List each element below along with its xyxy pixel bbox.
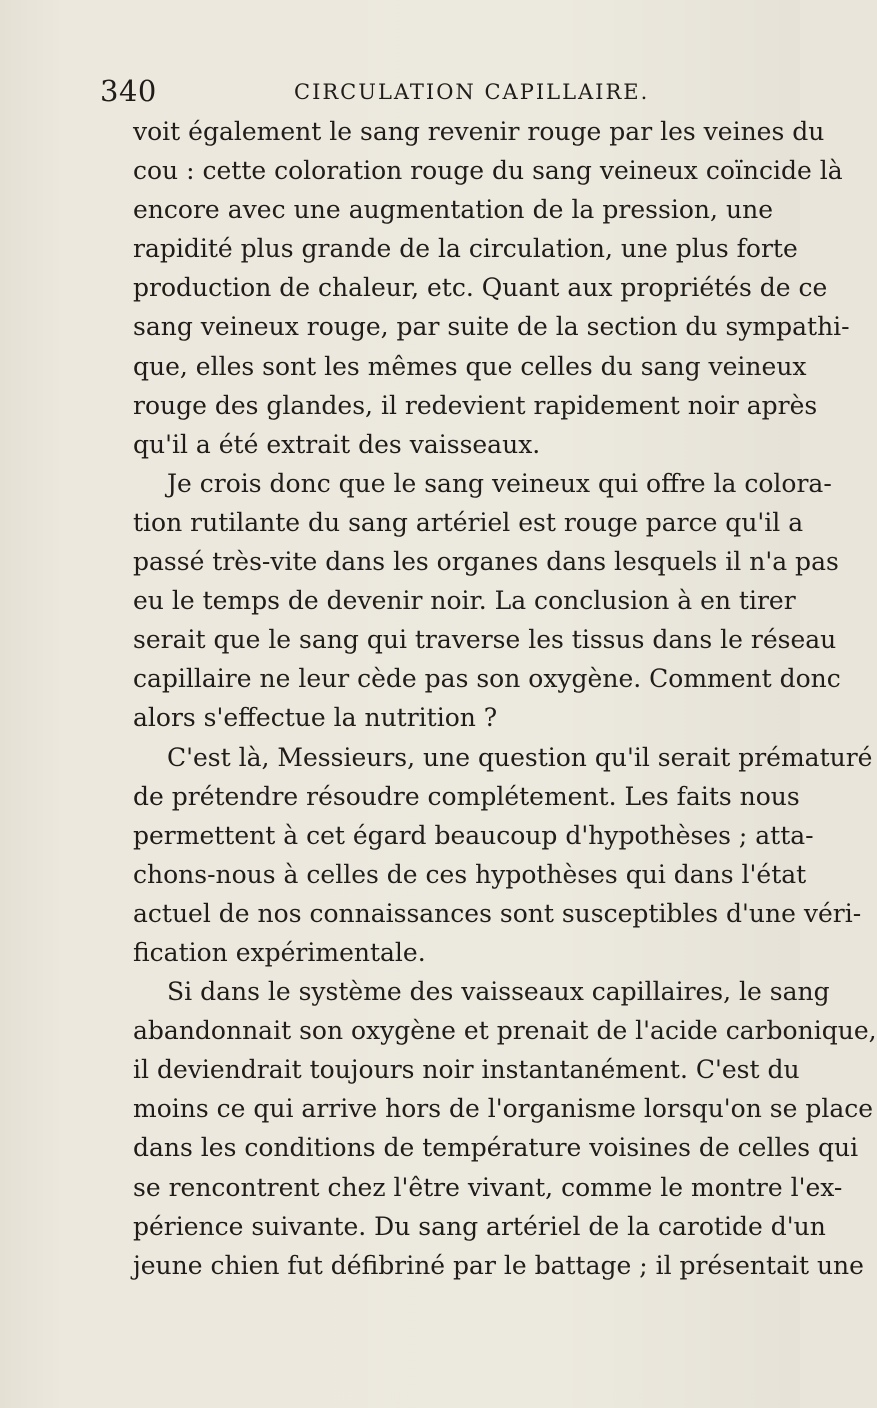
text-line: se rencontrent chez l'être vivant, comme le montre l'ex- — [133, 1172, 843, 1202]
running-title: CIRCULATION CAPILLAIRE. — [294, 80, 650, 104]
text-line: permettent à cet égard beaucoup d'hypothèses ; atta- — [133, 820, 814, 850]
text-line: rouge des glandes, il redevient rapidement noir après — [133, 390, 818, 420]
text-line: Je crois donc que le sang veineux qui offre la colora- — [167, 468, 832, 498]
text-line: Si dans le système des vaisseaux capillaires, le sang — [167, 977, 830, 1007]
text-line: qu'il a été extrait des vaisseaux. — [133, 429, 541, 459]
text-line: capillaire ne leur cède pas son oxygène. Comment donc — [133, 664, 841, 694]
text-line: eu le temps de devenir noir. La conclusion à en tirer — [133, 586, 796, 616]
text-line: il deviendrait toujours noir instantanément. C'est du — [133, 1055, 800, 1085]
text-line: abandonnait son oxygène et prenait de l'acide carbonique, — [133, 1016, 877, 1046]
text-line: alors s'effectue la nutrition ? — [133, 703, 498, 733]
text-line: C'est là, Messieurs, une question qu'il serait prématuré — [167, 742, 873, 772]
page-number: 340 — [100, 74, 157, 108]
text-line: de prétendre résoudre complétement. Les faits nous — [133, 781, 800, 811]
text-line: production de chaleur, etc. Quant aux propriétés de ce — [133, 273, 828, 303]
body-text — [133, 112, 877, 1285]
text-line: cou : cette coloration rouge du sang veineux coïncide là — [133, 156, 843, 186]
text-line: encore avec une augmentation de la pression, une — [133, 195, 773, 225]
text-line: chons-nous à celles de ces hypothèses qui dans l'état — [133, 859, 807, 889]
text-line: jeune chien fut défibriné par le battage ; il présentait une — [133, 1250, 864, 1280]
text-line: actuel de nos connaissances sont susceptibles d'une véri- — [133, 898, 862, 928]
text-line: que, elles sont les mêmes que celles du sang veineux — [133, 351, 807, 381]
text-line: périence suivante. Du sang artériel de la carotide d'un — [133, 1211, 826, 1241]
text-line: moins ce qui arrive hors de l'organisme lorsqu'on se place — [133, 1094, 874, 1124]
page-header — [100, 74, 760, 114]
text-line: serait que le sang qui traverse les tissus dans le réseau — [133, 625, 837, 655]
text-line: sang veineux rouge, par suite de la section du sympathi- — [133, 312, 850, 342]
text-line: passé très-vite dans les organes dans lesquels il n'a pas — [133, 547, 839, 577]
text-line: dans les conditions de température voisines de celles qui — [133, 1133, 859, 1163]
text-line: voit également le sang revenir rouge par les veines du — [133, 117, 825, 146]
text-line: fication expérimentale. — [133, 937, 426, 967]
text-line: tion rutilante du sang artériel est rouge parce qu'il a — [133, 507, 804, 537]
text-line: rapidité plus grande de la circulation, une plus forte — [133, 234, 798, 264]
